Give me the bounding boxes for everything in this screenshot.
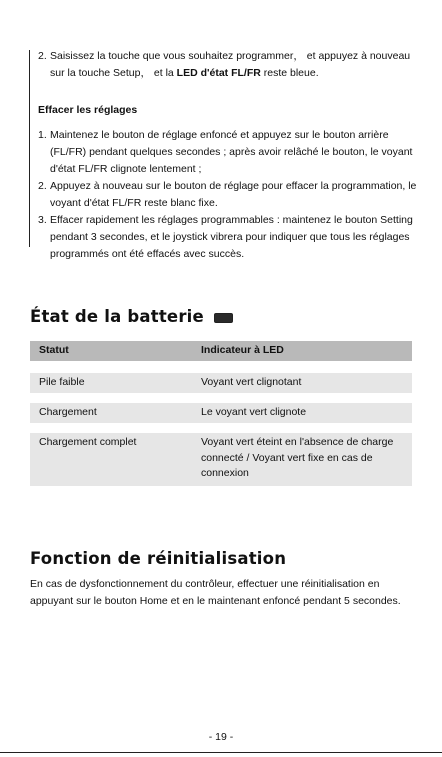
left-margin-rule [29, 50, 30, 247]
table-row [30, 403, 412, 423]
step-text-bold: LED d'état FL/FR [176, 67, 261, 79]
list-text: Appuyez à nouveau sur le bouton de réglage pour effacer la programmation, le voyant d'état FL/FR reste blanc fixe. [50, 180, 417, 209]
reset-settings-title: Effacer les réglages [38, 104, 138, 116]
cell-led: Le voyant vert clignote [201, 406, 307, 418]
column-header-status: Statut [39, 344, 69, 356]
list-number: 1. [38, 129, 47, 141]
page-bottom-rule [0, 752, 442, 753]
cell-status: Pile faible [39, 376, 85, 388]
list-item [38, 178, 418, 212]
step-item [38, 48, 418, 82]
battery-icon [214, 313, 233, 323]
cell-status: Chargement [39, 406, 97, 418]
reset-function-heading: Fonction de réinitialisation [30, 549, 287, 568]
table-row [30, 373, 412, 393]
cell-status: Chargement complet [39, 436, 137, 448]
list-item [38, 212, 418, 263]
list-text: Effacer rapidement les réglages programmables : maintenez le bouton Setting pendant 3 secondes, et le joystick vibrera pour indiquer que tous les réglages programmés ont été effacés avec succès. [50, 214, 413, 260]
reset-settings-list [38, 127, 418, 263]
table-row [30, 433, 412, 486]
reset-function-paragraph: En cas de dysfonctionnement du contrôleur, effectuer une réinitialisation en appuyant sur le bouton Home et en le maintenant enfoncé pendant 5 secondes. [30, 578, 401, 607]
cell-led: Voyant vert éteint en l'absence de charge connecté / Voyant vert fixe en cas de connexion [201, 436, 394, 479]
step-number: 2. [38, 50, 47, 62]
step-text-end: reste bleue. [260, 67, 319, 79]
list-number: 3. [38, 214, 47, 226]
cell-led: Voyant vert clignotant [201, 376, 302, 388]
table-header-row [30, 341, 412, 361]
list-item [38, 127, 418, 178]
list-number: 2. [38, 180, 47, 192]
battery-heading: État de la batterie [30, 307, 204, 326]
step-text [50, 48, 418, 82]
step-text-part: Saisissez la touche que vous souhaitez programmer， et appuyez à nouveau sur la touche Setup， et la [50, 50, 411, 79]
instructions-block [38, 48, 418, 263]
list-text: Maintenez le bouton de réglage enfoncé et appuyez sur le bouton arrière (FL/FR) pendant quelques secondes ; après avoir relâché le bouton, le voyant d'état FL/FR clignote lentement ; [50, 129, 413, 175]
column-header-led: Indicateur à LED [201, 344, 284, 356]
page-number: - 19 - [208, 731, 234, 743]
